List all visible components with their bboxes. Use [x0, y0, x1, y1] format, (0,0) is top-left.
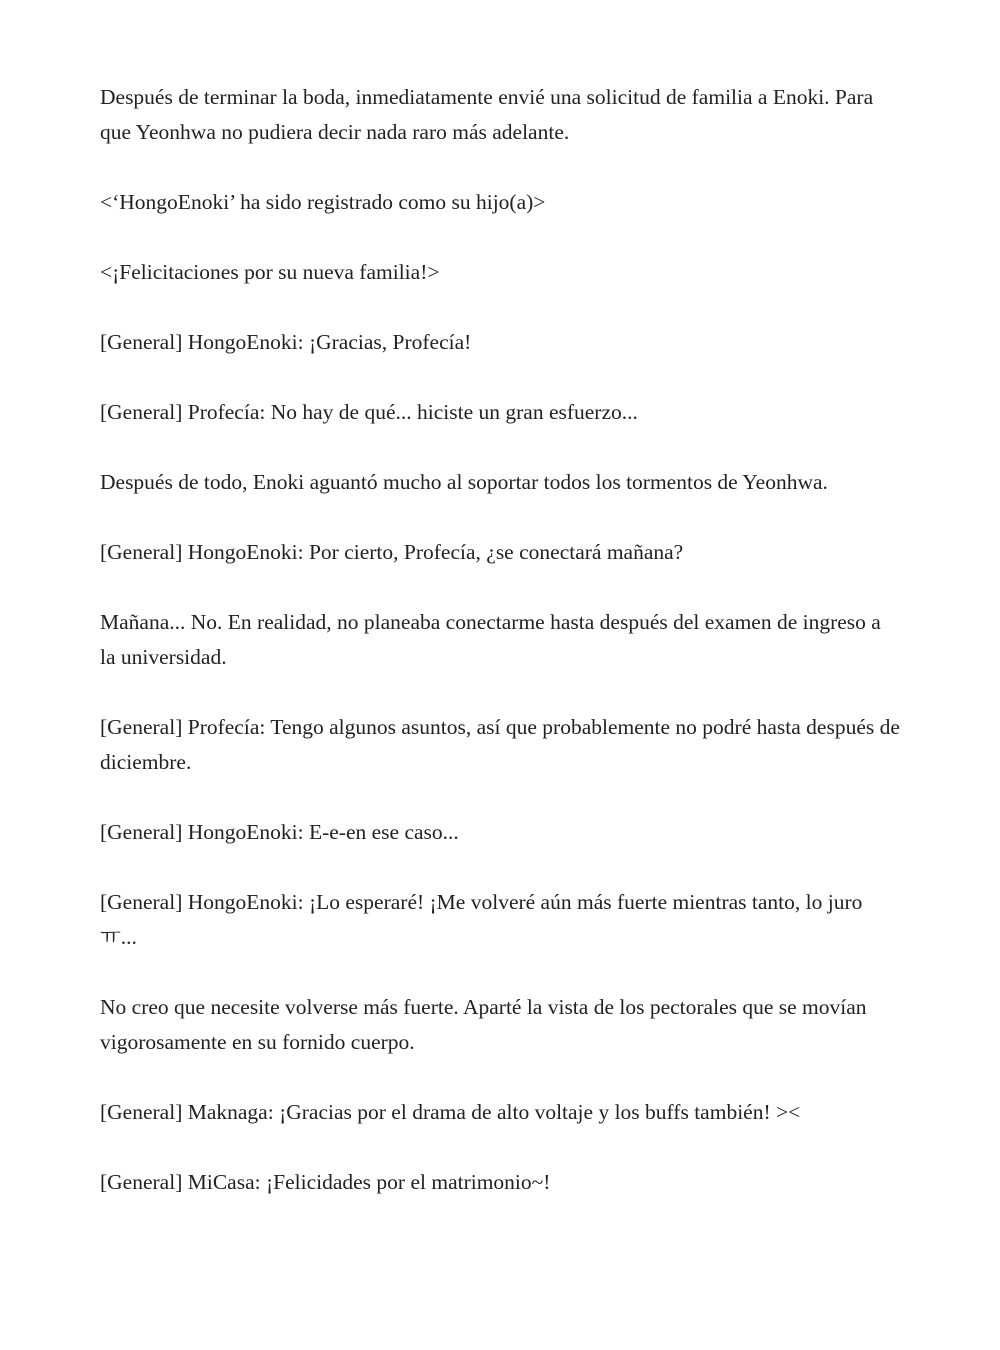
system-message: <¡Felicitaciones por su nueva familia!>: [100, 260, 440, 284]
paragraph: Mañana... No. En realidad, no planeaba conectarme hasta después del examen de ingreso a la universidad.: [100, 610, 881, 669]
system-message: <‘HongoEnoki’ ha sido registrado como su hijo(a)>: [100, 190, 546, 214]
chat-line: [General] HongoEnoki: E-e-en ese caso...: [100, 820, 459, 844]
chat-line: [General] Maknaga: ¡Gracias por el drama de alto voltaje y los buffs también! ><: [100, 1100, 801, 1124]
paragraph: Después de todo, Enoki aguantó mucho al soportar todos los tormentos de Yeonhwa.: [100, 470, 828, 494]
chat-line: [General] HongoEnoki: ¡Gracias, Profecía!: [100, 330, 472, 354]
chat-line: [General] MiCasa: ¡Felicidades por el matrimonio~!: [100, 1170, 551, 1194]
document-body: [100, 80, 900, 1235]
chat-line: [General] Profecía: No hay de qué... hiciste un gran esfuerzo...: [100, 400, 638, 424]
paragraph: Después de terminar la boda, inmediatamente envié una solicitud de familia a Enoki. Para que Yeonhwa no pudiera decir nada raro más adelante.: [100, 85, 874, 144]
chat-line: [General] Profecía: Tengo algunos asuntos, así que probablemente no podré hasta después de diciembre.: [100, 715, 900, 774]
chat-line: [General] HongoEnoki: Por cierto, Profecía, ¿se conectará mañana?: [100, 540, 684, 564]
chat-line: [General] HongoEnoki: ¡Lo esperaré! ¡Me volveré aún más fuerte mientras tanto, lo juro ㅠ...: [100, 890, 863, 949]
paragraph: No creo que necesite volverse más fuerte. Aparté la vista de los pectorales que se movían vigorosamente en su fornido cuerpo.: [100, 995, 867, 1054]
